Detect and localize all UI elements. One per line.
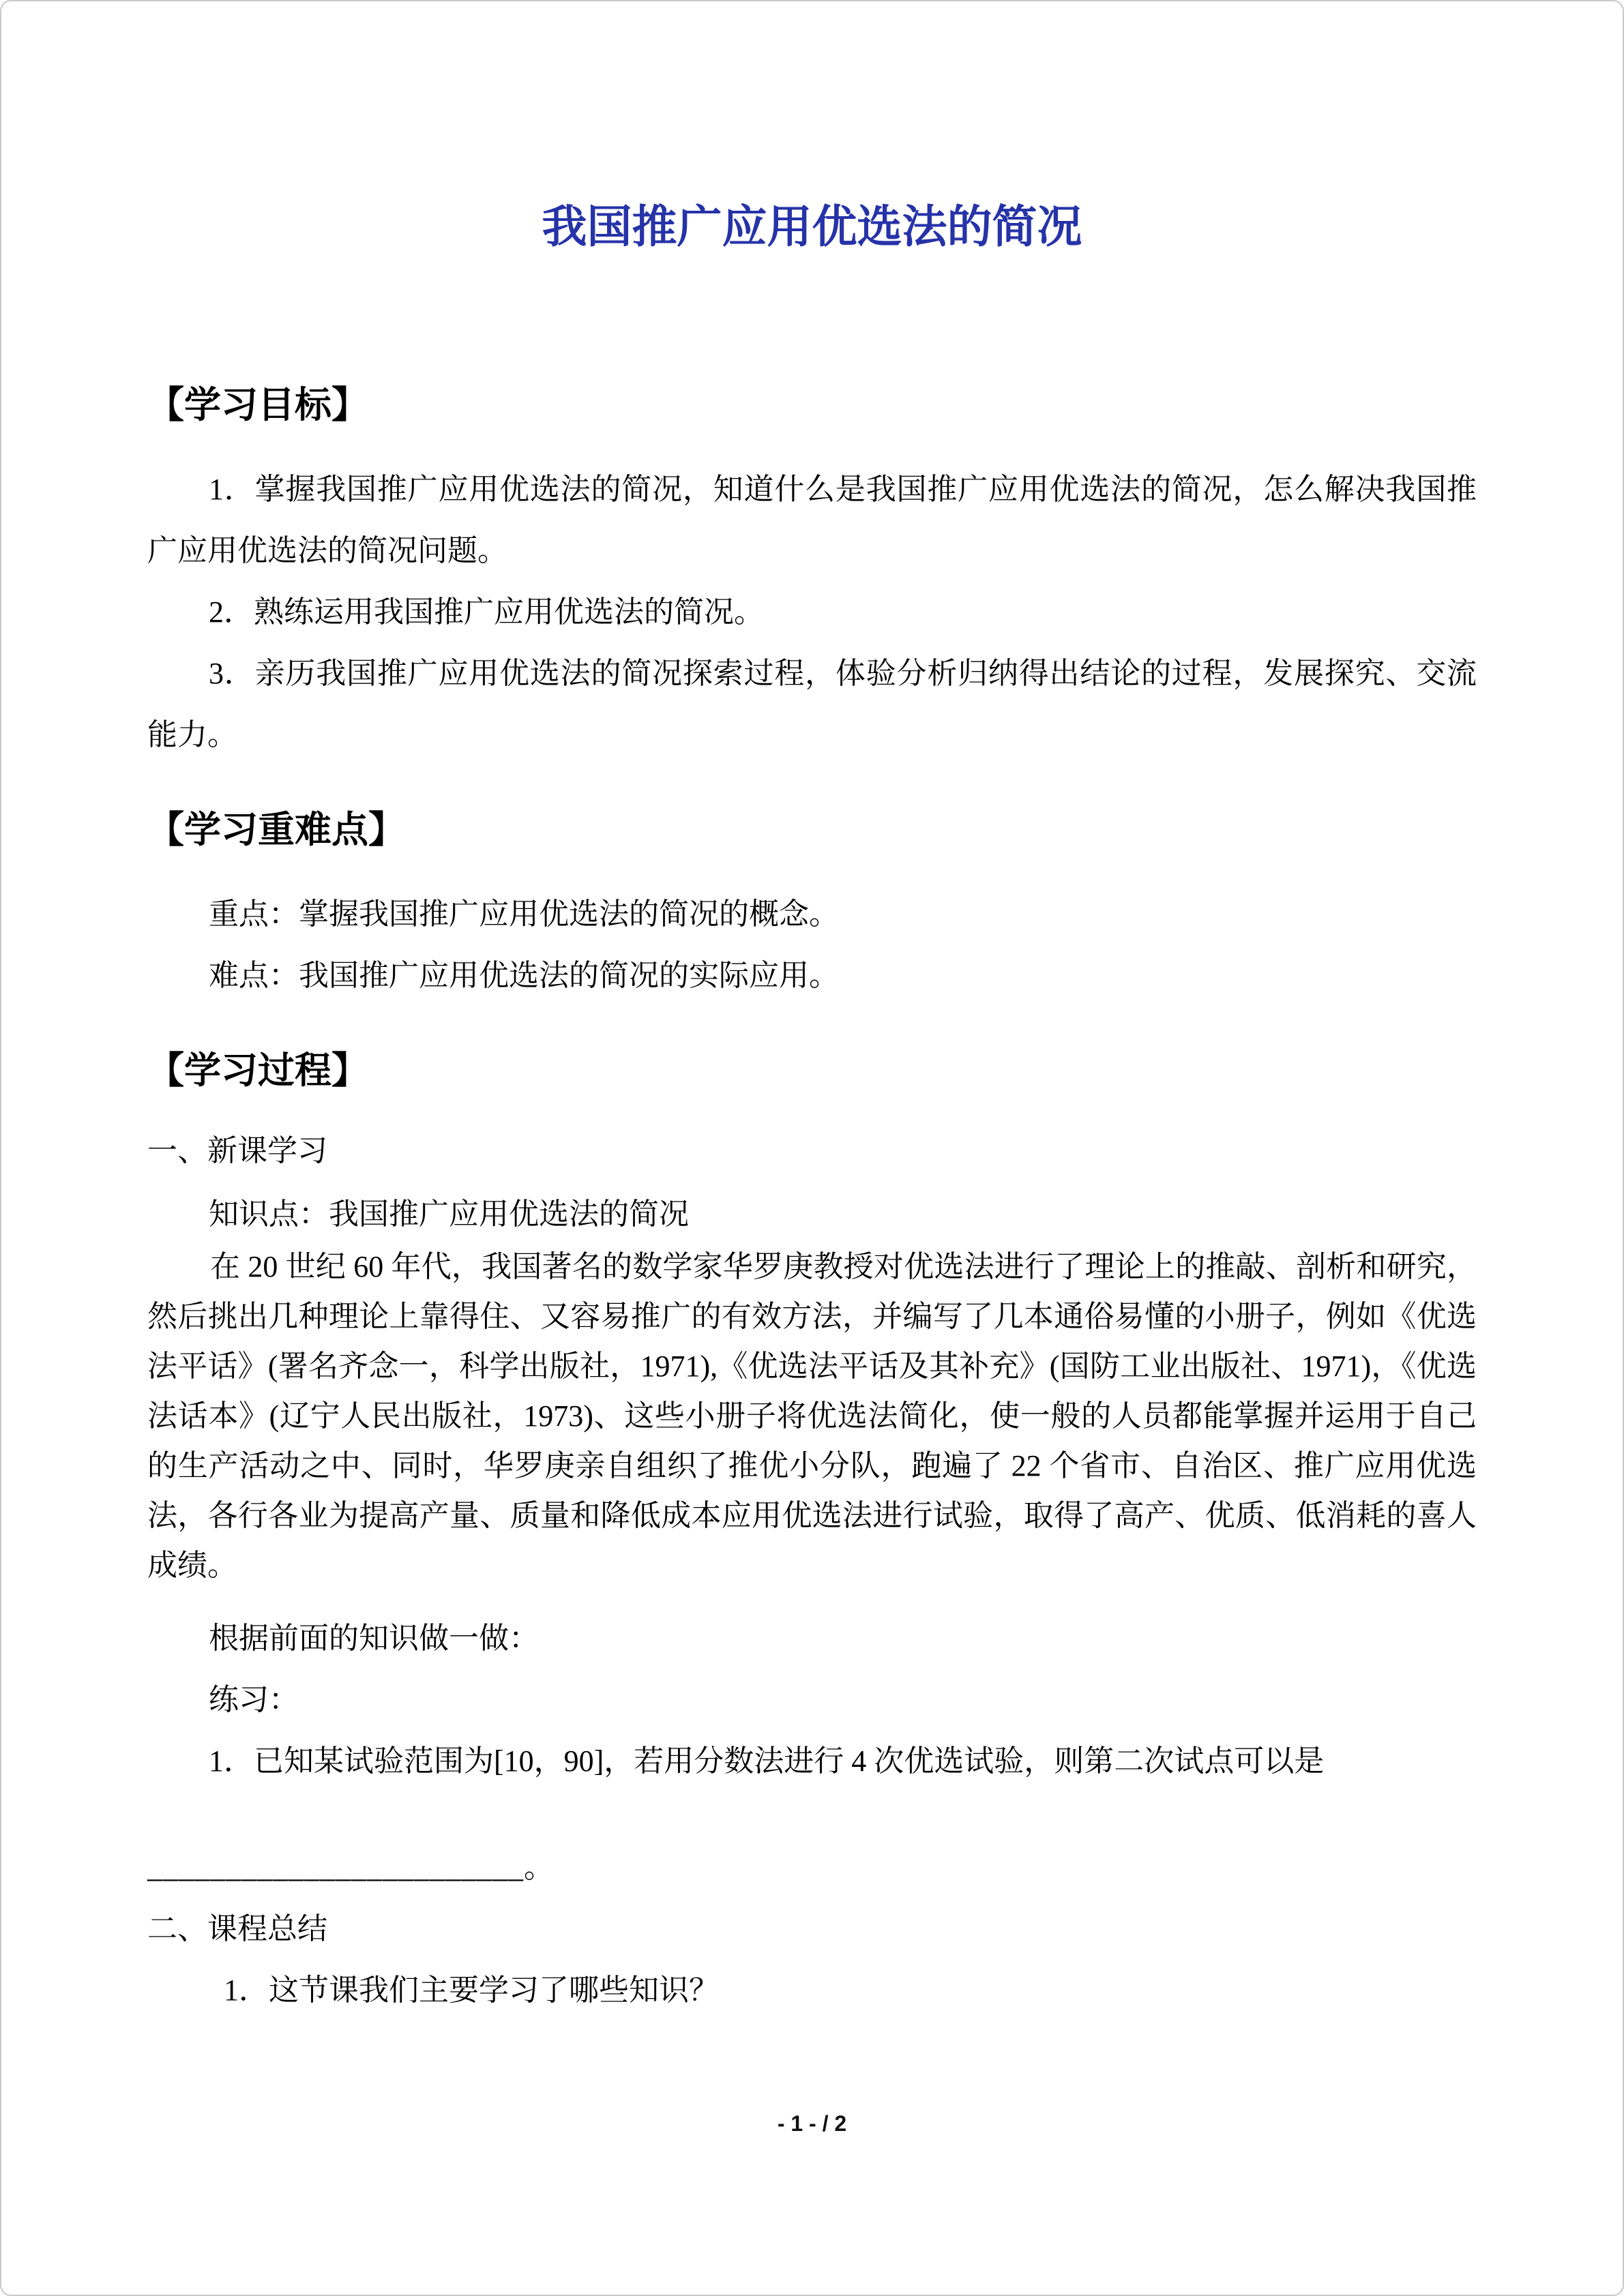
answer-blank-line: ________________________。 xyxy=(147,1850,555,1884)
knowledge-paragraph: 在 20 世纪 60 年代，我国著名的数学家华罗庚教授对优选法进行了理论上的推敲、剖析和研究，然后挑出几种理论上靠得住、又容易推广的有效方法，并编写了几本通俗易懂的小册子，例如《优选法平话》(署名齐念一，科学出版社，1971),《优选法平话及其补充》(国防工业出版社、1971)，《优选法话本》(辽宁人民出版社，1973)、这些小册子将优选法简化，使一般的人员都能掌握并运用于自己的生产活动之中、同时，华罗庚亲自组织了推优小分队，跑遍了 22 个省市、自治区、推广应用优选法，各行各业为提高产量、质量和降低成本应用优选法进行试验，取得了高产、优质、低消耗的喜人成绩。 xyxy=(147,1249,1477,1582)
heading-learning-objectives: 【学习目标】 xyxy=(147,385,368,426)
document-title: 我国推广应用优选法的简况 xyxy=(542,203,1082,252)
objective-item-1: 1．掌握我国推广应用优选法的简况，知道什么是我国推广应用优选法的简况，怎么解决我国推广应用优选法的简况问题。 xyxy=(147,473,1477,568)
heading-learning-process: 【学习过程】 xyxy=(147,1049,368,1091)
summary-question-1: 1．这节课我们主要学习了哪些知识？ xyxy=(224,1973,719,2007)
objective-item-3: 3．亲历我国推广应用优选法的简况探索过程，体验分析归纳得出结论的过程，发展探究、交流能力。 xyxy=(147,657,1477,752)
page-number-footer: - 1 - / 2 xyxy=(777,2111,847,2136)
knowledge-point-line: 知识点：我国推广应用优选法的简况 xyxy=(209,1197,689,1231)
key-point-line: 重点：掌握我国推广应用优选法的简况的概念。 xyxy=(209,897,839,931)
difficult-point-line: 难点：我国推广应用优选法的简况的实际应用。 xyxy=(209,958,839,992)
part-two-title: 二、课程总结 xyxy=(147,1911,327,1945)
heading-key-difficult-points: 【学习重难点】 xyxy=(147,809,405,851)
practice-label: 练习： xyxy=(209,1682,299,1716)
part-one-title: 一、新课学习 xyxy=(147,1133,327,1167)
objective-item-2: 2．熟练运用我国推广应用优选法的简况。 xyxy=(209,595,764,629)
practice-intro: 根据前面的知识做一做： xyxy=(209,1621,539,1655)
exercise-1: 1．已知某试验范围为[10，90]，若用分数法进行 4 次优选试验，则第二次试点可以是 xyxy=(209,1744,1325,1778)
